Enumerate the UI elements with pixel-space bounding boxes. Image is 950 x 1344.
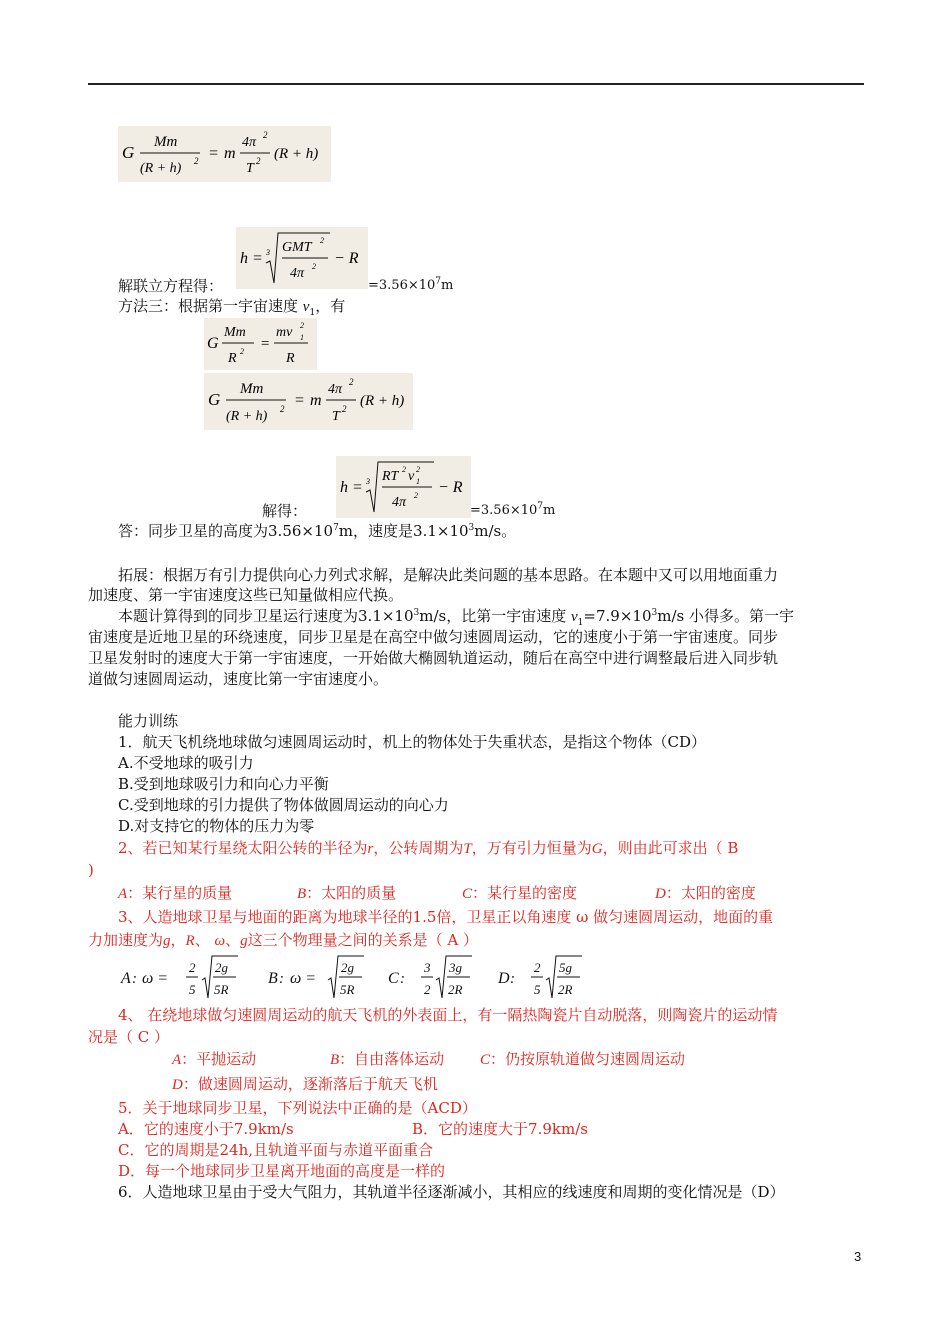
- q2-text: ，万有引力恒量为: [471, 839, 592, 857]
- formula-text: =: [352, 479, 363, 496]
- formula-text: ω =: [290, 970, 317, 987]
- option-letter: B: [297, 886, 307, 902]
- q2-text: ，公转周期为: [373, 839, 464, 857]
- formula-text: 2R: [448, 982, 463, 997]
- answer-tail: m/s。: [474, 522, 517, 540]
- option-letter: A: [172, 1052, 182, 1068]
- formula-text: 5g: [559, 960, 572, 975]
- formula-text: 3: [266, 248, 270, 257]
- option-text: ：某行星的密度: [472, 884, 578, 902]
- solve-label: 解联立方程得：: [118, 277, 224, 295]
- formula-text: 2: [349, 377, 354, 387]
- option-text: ：做速圆周运动，逐渐落后于航天飞机: [182, 1075, 438, 1093]
- formula-text: G: [122, 143, 135, 162]
- ext-text: m/s，比第一宇宙速度: [419, 607, 571, 625]
- question-4-l1: 4、 在绕地球做匀速圆周运动的航天飞机的外表面上，有一隔热陶瓷片自动脱落，则陶瓷片的运动情: [118, 1006, 778, 1024]
- result-value: =3.56×10: [470, 503, 538, 518]
- q5-option-a: A．它的速度小于7.9km/s: [118, 1120, 294, 1138]
- formula-text: 2: [424, 982, 431, 997]
- q4-option-b: [330, 1049, 444, 1070]
- formula-text: =: [208, 145, 219, 162]
- formula-text: 5R: [340, 982, 355, 997]
- option-text: ：自由落体运动: [339, 1050, 445, 1068]
- extension-p2-l2: 宙速度是近地卫星的环绕速度，同步卫星是在高空中做匀速圆周运动，它的速度小于第一宇宙速度。同步: [88, 628, 779, 646]
- q2-text: ，则由此可求出（ B: [602, 839, 739, 857]
- answer-text: 答：同步卫星的高度为3.56×10: [118, 522, 334, 540]
- formula-text: 2: [320, 236, 324, 245]
- formula-text: h: [340, 479, 348, 496]
- q4-option-c: [480, 1049, 685, 1070]
- formula-text: R: [286, 351, 295, 366]
- formula-text: 3: [424, 960, 431, 975]
- formula-text: (R + h): [360, 393, 405, 409]
- q5-option-b: B．它的速度大于7.9km/s: [412, 1120, 588, 1138]
- q2-text: 2、若已知某行星绕太阳公转的半径为: [118, 839, 368, 857]
- header-rule: [88, 83, 864, 85]
- q3-text: 、: [194, 931, 215, 949]
- var-g: g: [240, 933, 248, 949]
- formula-text: 5: [189, 982, 196, 997]
- formula-text: Mm: [154, 134, 178, 150]
- formula-first-cosmic-velocity: [204, 318, 317, 370]
- q1-option-a: A.不受地球的吸引力: [118, 754, 254, 772]
- exponent: 3: [468, 523, 475, 533]
- question-1: 1．航天飞机绕地球做匀速圆周运动时，机上的物体处于失重状态，是指这个物体（CD）: [118, 733, 707, 751]
- q3-text: 力加速度为: [88, 931, 164, 949]
- answer-mid: m，速度是3.1×10: [338, 522, 469, 540]
- option-letter: C: [480, 1052, 491, 1068]
- subscript: 1: [309, 308, 316, 318]
- formula-text: 2: [312, 262, 316, 271]
- formula-text: 2: [240, 347, 244, 356]
- formula-text: G: [207, 335, 219, 352]
- var-omega: ω: [214, 933, 226, 949]
- q3-options: [118, 952, 598, 1002]
- extension-p2-l3: 卫星发射时的速度大于第一宇宙速度，一开始做大椭圆轨道运动，随后在高空中进行调整最后进入同步轨: [88, 649, 779, 667]
- var-r: r: [367, 841, 374, 857]
- question-2: [118, 838, 738, 859]
- exponent: 3: [413, 608, 420, 618]
- formula-text: 5: [534, 982, 541, 997]
- formula-text: R: [228, 351, 237, 366]
- option-letter: D: [172, 1077, 183, 1093]
- formula-text: ω =: [142, 970, 169, 987]
- svg-text::: :: [132, 971, 137, 987]
- formula-text: (R + h): [226, 409, 268, 424]
- svg-text::: :: [400, 971, 405, 987]
- formula-text: v: [408, 469, 415, 484]
- formula-text: 1: [416, 477, 420, 486]
- formula-text: m: [310, 392, 322, 409]
- formula-text: 2g: [215, 960, 228, 975]
- option-text: ：某行星的质量: [127, 884, 233, 902]
- option-letter: A: [118, 886, 128, 902]
- formula-gravity-centripetal-2: [204, 373, 413, 430]
- formula-text: RT: [382, 469, 399, 484]
- var-t: T: [463, 841, 472, 857]
- solve-label: 解得：: [262, 502, 308, 520]
- var-r: R: [185, 933, 195, 949]
- formula-text: Mm: [224, 325, 246, 340]
- formula-text: 3: [366, 477, 370, 486]
- formula-text: 2g: [341, 960, 354, 975]
- formula-text: G: [208, 390, 221, 409]
- q2-option-a: [118, 883, 232, 904]
- extension-p1-l1: 拓展：根据万有引力提供向心力列式求解，是解决此类问题的基本思路。在本题中又可以用地面重力: [118, 566, 779, 584]
- q2-option-b: [297, 883, 396, 904]
- formula-text: =: [260, 336, 271, 352]
- question-3-l1: 3、人造地球卫星与地面的距离为地球半径的1.5倍，卫星正以角速度 ω 做匀速圆周运动，地面的重: [118, 908, 774, 926]
- q2-option-d: [655, 883, 756, 904]
- formula-text: h: [240, 250, 248, 267]
- formula-text: mv: [276, 325, 293, 340]
- formula-text: 2: [414, 491, 418, 500]
- formula-text: 2: [416, 465, 420, 474]
- formula-text: 2R: [558, 982, 573, 997]
- solve-line-2: [262, 501, 307, 521]
- formula-text: − R: [438, 479, 463, 496]
- q3-text: ，: [170, 931, 186, 949]
- option-text: ：平抛运动: [181, 1050, 257, 1068]
- formula-text: 2: [402, 465, 406, 474]
- var-v: v: [302, 299, 310, 315]
- formula-gravity-centripetal-1: [118, 126, 331, 182]
- q4-option-a: [172, 1049, 256, 1070]
- answer-line: [118, 521, 516, 541]
- var-g: G: [591, 841, 603, 857]
- q2-option-c: [462, 883, 577, 904]
- question-3-l2: [88, 930, 478, 951]
- option-text: ：太阳的质量: [306, 884, 397, 902]
- q2-close-paren: ): [88, 861, 94, 879]
- extension-p1-l2: 加速度、第一宇宙速度这些已知量做相应代换。: [88, 586, 404, 604]
- svg-text::: :: [510, 971, 515, 987]
- result-1: [368, 276, 453, 296]
- formula-text: T: [332, 409, 340, 424]
- q1-option-d: D.对支持它的物体的压力为零: [118, 817, 315, 835]
- exponent: 7: [537, 501, 544, 512]
- option-letter: D: [498, 970, 510, 987]
- question-4-l2: 况是（ C ）: [88, 1028, 170, 1046]
- var-v: v: [571, 609, 578, 625]
- formula-text: 4π: [242, 135, 257, 150]
- formula-text: =: [294, 392, 305, 409]
- result-2: [470, 501, 555, 521]
- question-5: 5．关于地球同步卫星，下列说法中正确的是（ACD）: [118, 1099, 477, 1117]
- q4-option-d: [172, 1074, 438, 1095]
- q5-option-d: D．每一个地球同步卫星离开地面的高度是一样的: [118, 1162, 446, 1180]
- unit: m: [543, 503, 556, 518]
- subscript: 1: [577, 618, 584, 628]
- formula-text: 4π: [290, 266, 305, 281]
- formula-text: 3g: [449, 960, 462, 975]
- formula-text: 2: [280, 404, 285, 414]
- ext-text: =7.9×10: [583, 607, 652, 625]
- extension-p2-l4: 道做匀速圆周运动，速度比第一宇宙速度小。: [88, 670, 389, 688]
- exponent: 7: [333, 523, 339, 533]
- solve-line-1: [118, 276, 223, 296]
- formula-text: 1: [300, 333, 304, 342]
- svg-text::: :: [279, 971, 284, 987]
- var-g: g: [163, 933, 171, 949]
- formula-text: 2: [534, 960, 541, 975]
- q5-option-c: C．它的周期是24h,且轨道平面与赤道平面重合: [118, 1141, 433, 1159]
- option-letter: C: [388, 970, 399, 987]
- formula-text: 4π: [328, 382, 343, 397]
- q1-option-c: C.受到地球的引力提供了物体做圆周运动的向心力: [118, 796, 449, 814]
- ext-text: m/s 小得多。第一宇: [657, 607, 794, 625]
- formula-text: (R + h): [274, 146, 319, 162]
- formula-text: − R: [334, 250, 359, 267]
- option-letter: A: [121, 970, 131, 987]
- formula-text: GMT: [282, 240, 312, 255]
- exponent: 3: [651, 608, 658, 618]
- formula-height-1: [236, 227, 368, 289]
- page-number: 3: [854, 1249, 862, 1264]
- formula-text: Mm: [240, 381, 264, 397]
- formula-text: 5R: [214, 982, 229, 997]
- formula-text: 2: [300, 321, 304, 330]
- ext-text: 本题计算得到的同步卫星运行速度为3.1×10: [118, 607, 414, 625]
- option-letter: D: [655, 886, 666, 902]
- exponent: 7: [435, 276, 442, 287]
- option-letter: C: [462, 886, 473, 902]
- formula-text: T: [246, 161, 254, 176]
- q1-option-b: B.受到地球吸引力和向心力平衡: [118, 775, 329, 793]
- formula-text: 2: [256, 156, 261, 166]
- formula-text: =: [252, 250, 263, 267]
- formula-text: m: [224, 145, 236, 162]
- formula-height-2: [336, 456, 471, 518]
- q3-text: 、: [225, 931, 241, 949]
- q3-text: 这三个物理量之间的关系是（ A ）: [247, 931, 478, 949]
- formula-text: 4π: [392, 495, 407, 510]
- formula-text: 2: [342, 404, 347, 414]
- question-6: 6．人造地球卫星由于受大气阻力，其轨道半径逐渐减小，其相应的线速度和周期的变化情况是（D）: [118, 1183, 785, 1201]
- section-title: 能力训练: [118, 712, 179, 730]
- option-letter: B: [268, 970, 278, 987]
- option-letter: B: [330, 1052, 340, 1068]
- method3-text: 方法三：根据第一宇宙速度: [118, 297, 303, 315]
- formula-text: 2: [189, 960, 196, 975]
- formula-text: 2: [194, 156, 199, 166]
- method3-tail: ，有: [315, 297, 346, 315]
- formula-text: (R + h): [140, 161, 182, 176]
- option-text: ：太阳的密度: [665, 884, 756, 902]
- unit: m: [441, 278, 454, 293]
- option-text: ：仍按原轨道做匀速圆周运动: [490, 1050, 686, 1068]
- result-value: =3.56×10: [368, 278, 436, 293]
- formula-text: 2: [263, 130, 268, 140]
